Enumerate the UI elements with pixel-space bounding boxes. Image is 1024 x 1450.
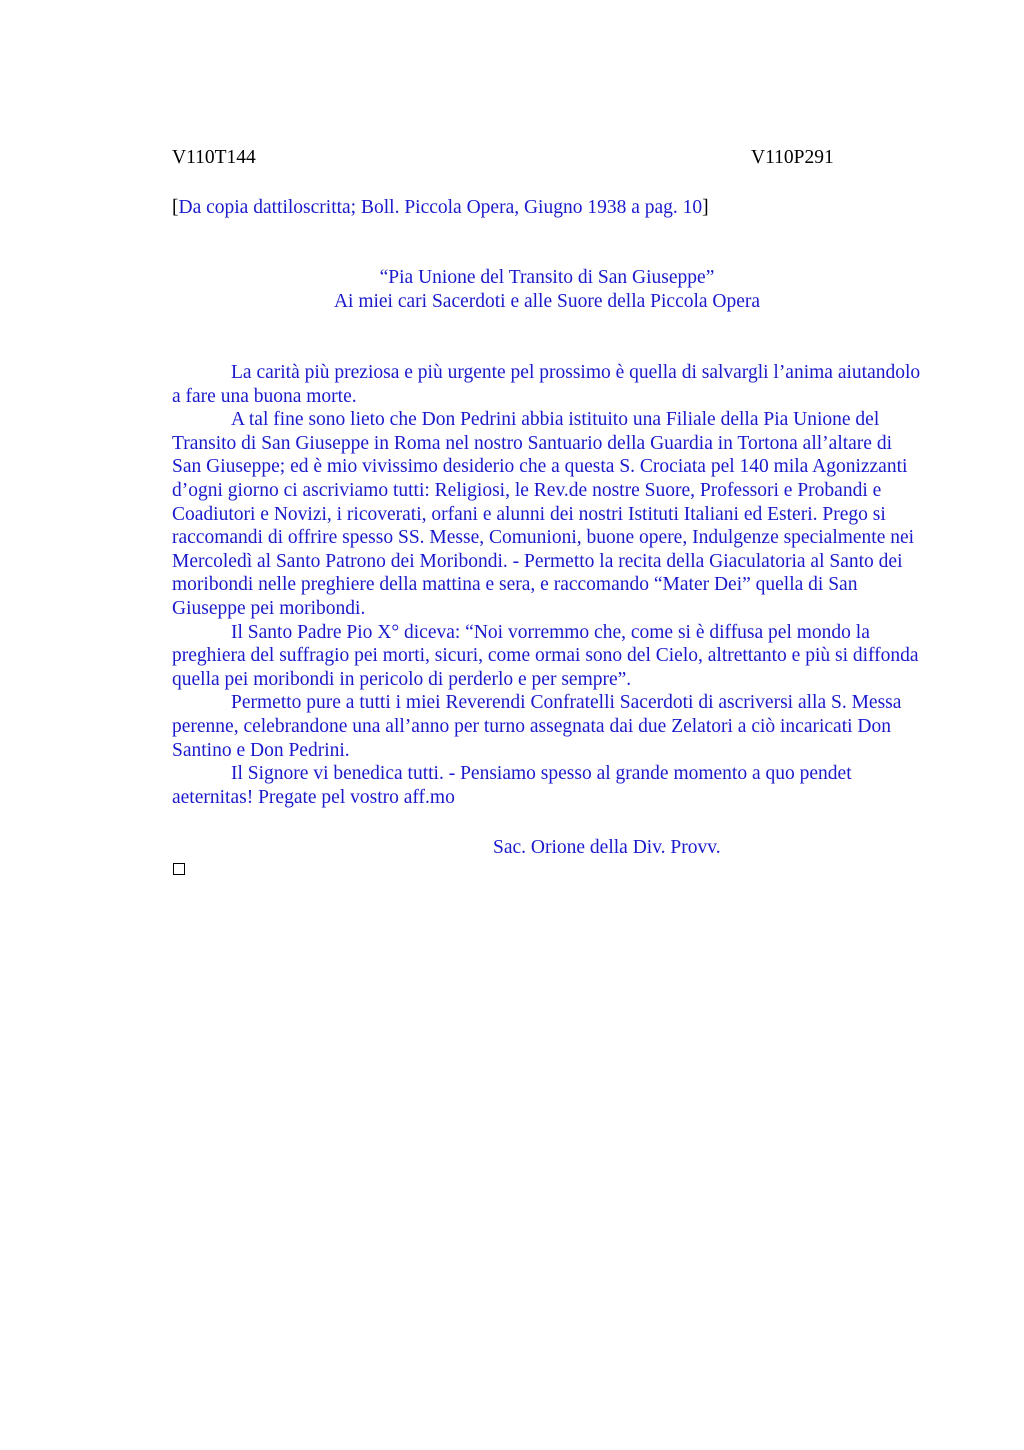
signature: Sac. Orione della Div. Provv. bbox=[493, 837, 721, 858]
paragraph-1: La carità più preziosa e più urgente pel prossimo è quella di salvargli l’anima aiutandolo a fare una buona morte. bbox=[172, 362, 921, 407]
paragraph-5: Il Signore vi benedica tutti. - Pensiamo spesso al grande momento a quo pendet aeternitas! Pregate pel vostro aff.mo bbox=[172, 763, 852, 808]
document-code-right: V110P291 bbox=[751, 147, 834, 168]
source-close-bracket: ] bbox=[702, 197, 709, 218]
letter-title: “Pia Unione del Transito di San Giuseppe” bbox=[379, 267, 715, 288]
letter-addressee: Ai miei cari Sacerdoti e alle Suore della Piccola Opera bbox=[333, 291, 761, 312]
source-text: Da copia dattiloscritta; Boll. Piccola Opera, Giugno 1938 a pag. 10 bbox=[178, 197, 703, 218]
document-code-left: V110T144 bbox=[172, 147, 256, 168]
checkbox-square-icon bbox=[173, 863, 185, 875]
source-note bbox=[172, 196, 709, 220]
source-open-bracket: [ bbox=[172, 197, 179, 218]
letter-body bbox=[172, 361, 924, 809]
paragraph-3: Il Santo Padre Pio X° diceva: “Noi vorremmo che, come si è diffusa pel mondo la preghiera del suffragio pei morti, sicuri, come ormai sono del Cielo, altrettanto e più si diffonda quella pei moribondi in pericolo di perderlo e per sempre”. bbox=[172, 621, 919, 690]
paragraph-4: Permetto pure a tutti i miei Reverendi Confratelli Sacerdoti di ascriversi alla S. Messa perenne, celebrandone una all’anno per turno assegnata dai due Zelatori a ciò incaricati Don Santino e Don Pedrini. bbox=[172, 692, 902, 761]
paragraph-2: A tal fine sono lieto che Don Pedrini abbia istituito una Filiale della Pia Unione del Transito di San Giuseppe in Roma nel nostro Santuario della Guardia in Tortona all’altare di San Giuseppe; ed è mio vivissimo desiderio che a questa S. Crociata pel 140 mila Agonizzanti d’ogni giorno ci ascriviamo tutti: Religiosi, le Rev.de nostre Suore, Professori e Probandi e Coadiutori e Novizi, i ricoverati, orfani e alunni dei nostri Istituti Italiani ed Esteri. Prego si raccomandi di offrire spesso SS. Messe, Comunioni, buone opere, Indulgenze specialmente nei Mercoledì al Santo Patrono dei Moribondi. - Permetto la recita della Giaculatoria al Santo dei moribondi nelle preghiere della mattina e sera, e raccomando “Mater Dei” quella di San Giuseppe pei moribondi. bbox=[172, 409, 915, 619]
